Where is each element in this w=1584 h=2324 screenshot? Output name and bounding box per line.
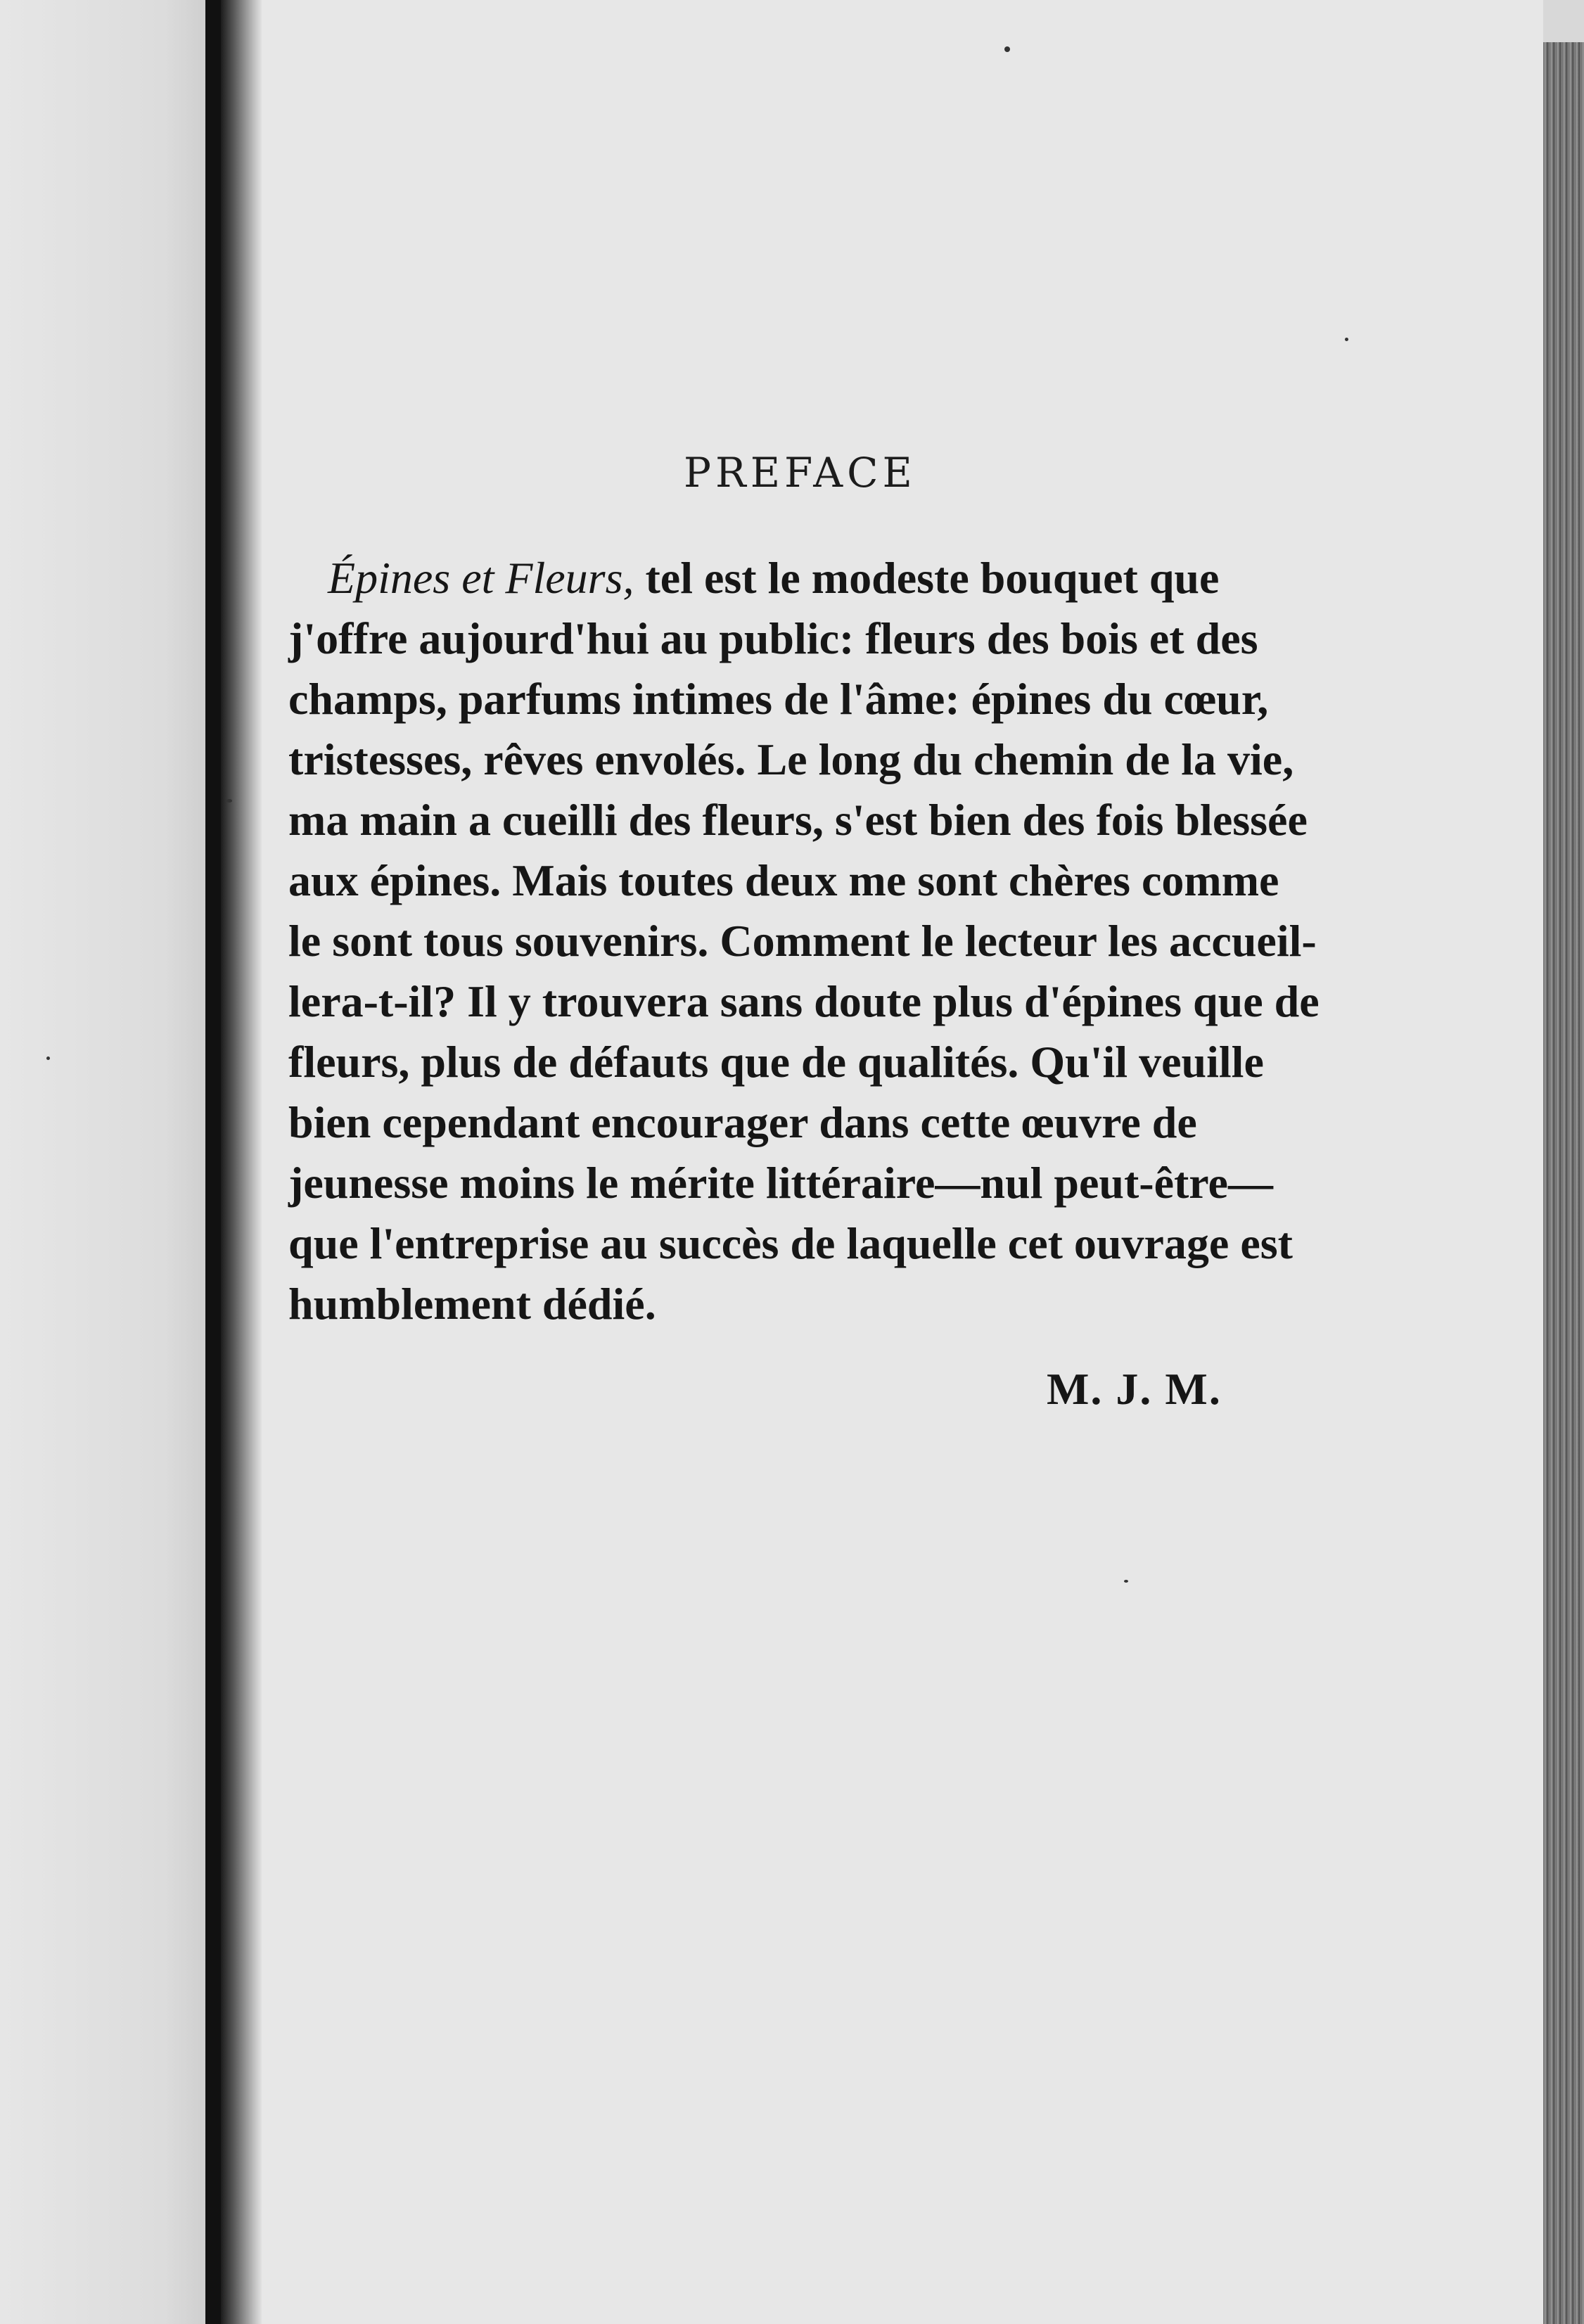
page-title: PREFACE [684, 449, 916, 497]
scan-speck [226, 799, 232, 803]
book-spine [205, 0, 221, 2324]
spine-shadow [221, 0, 262, 2324]
text-line: bien cependant encourager dans cette œuvre de [288, 1097, 1197, 1147]
text-line: humblement dédié. [288, 1279, 656, 1329]
page-corner [1543, 0, 1584, 42]
left-page-margin [0, 0, 205, 2324]
text-line: lera-t-il? Il y trouvera sans doute plus d'épines que de [288, 976, 1320, 1026]
text-line: fleurs, plus de défauts que de qualités. Qu'il veuille [288, 1037, 1264, 1087]
book-title-italic: Épines et Fleurs, [328, 553, 634, 603]
scan-speck [46, 1056, 50, 1060]
text-line: que l'entreprise au succès de laquelle cet ouvrage est [288, 1218, 1293, 1268]
text-line: tristesses, rêves envolés. Le long du chemin de la vie, [288, 734, 1294, 784]
author-signature: M. J. M. [1047, 1364, 1222, 1414]
scan-speck [1345, 338, 1348, 341]
text-line-content: tel est le modeste bouquet que [634, 553, 1220, 603]
text-line [328, 553, 1220, 603]
text-line: champs, parfums intimes de l'âme: épines du cœur, [288, 674, 1269, 724]
scan-speck [1004, 46, 1010, 52]
text-line: ma main a cueilli des fleurs, s'est bien des fois blessée [288, 795, 1308, 845]
page-fore-edge [1543, 42, 1584, 2324]
text-line: le sont tous souvenirs. Comment le lecteur les accueil- [288, 916, 1317, 966]
scan-speck [1124, 1580, 1128, 1583]
text-line: j'offre aujourd'hui au public: fleurs des bois et des [288, 613, 1258, 663]
text-line: aux épines. Mais toutes deux me sont chères comme [288, 855, 1279, 905]
text-line: jeunesse moins le mérite littéraire—nul peut-être— [288, 1158, 1273, 1208]
